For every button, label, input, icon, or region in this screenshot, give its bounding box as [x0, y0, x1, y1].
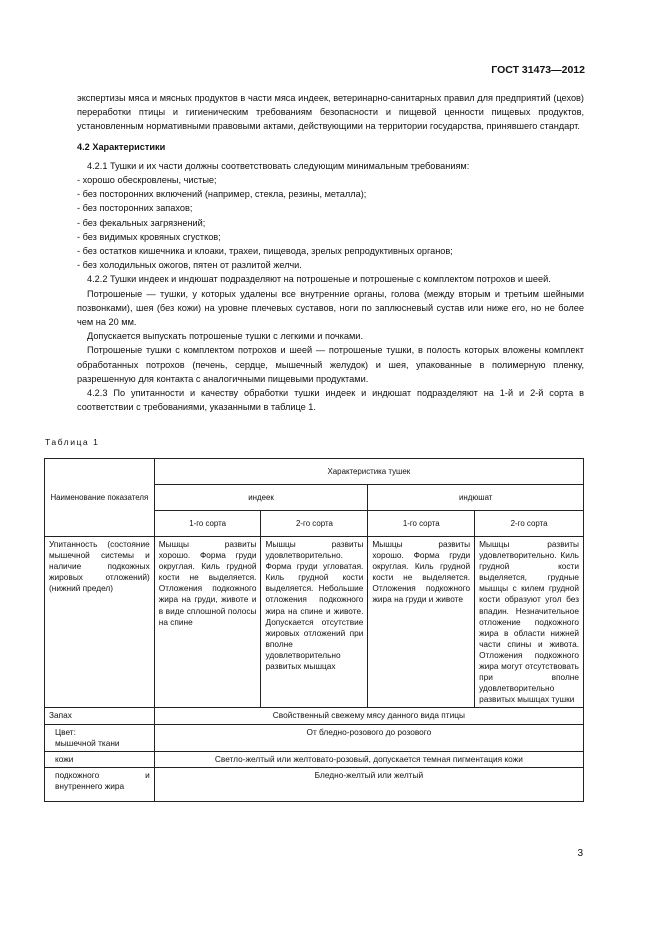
- cell-smell-label: Запах: [45, 708, 155, 724]
- header-turkeys-grade-2: 2-го сорта: [261, 511, 368, 537]
- header-poults: индюшат: [368, 485, 584, 511]
- cell-fatness-poult-grade-1: Мышцы развиты хорошо. Форма груди округлая. Киль грудной кости не выделяется. Отложения подкожного жира на груди и животе: [368, 537, 475, 708]
- quality-table: [44, 458, 584, 802]
- table-row-color-fat: [45, 767, 584, 801]
- header-turkeys: индеек: [154, 485, 368, 511]
- requirement-item: - хорошо обескровлены, чистые;: [77, 175, 217, 186]
- requirement-item: - без остатков кишечника и клоаки, трахеи, пищевода, зрелых репродуктивных органов;: [77, 246, 453, 257]
- cell-muscle-value: От бледно-розового до розового: [154, 724, 583, 751]
- paragraph-allowed: Допускается выпускать потрошеные тушки с легкими и почками.: [87, 331, 363, 342]
- cell-skin-value: Светло-желтый или желтовато-розовый, допускается темная пигментация кожи: [154, 751, 583, 767]
- paragraph-4-2-2: 4.2.2 Тушки индеек и индюшат подразделяют на потрошеные и потрошеные с комплектом потрохов и шеей.: [87, 274, 551, 285]
- intro-paragraph: экспертизы мяса и мясных продуктов в части мяса индеек, ветеринарно-санитарных правил для предприятий (цехов) переработки птицы и гигиеническим требованиям безопасности и пищевой ценности пищевых продуктов, установленным нормативными правовыми актами, действующими на территории государства, принявшего стандарт.: [77, 93, 584, 132]
- cell-skin-label: кожи: [45, 751, 155, 767]
- cell-fatness-label: Упитанность (состояние мышечной системы и наличие подкожных жировых отложений) (нижний предел): [45, 537, 155, 708]
- cell-fatness-turkey-grade-2: Мышцы развиты удовлетворительно. Форма груди угловатая. Киль грудной кости выделяется. Небольшие отложения подкожного жира на спине и животе. Допускается отсутствие жировых отложений при вполне удовлетворительно развитых мышцах: [261, 537, 368, 708]
- page-number: 3: [577, 848, 583, 859]
- paragraph-4-2-1: 4.2.1 Тушки и их части должны соответствовать следующим минимальным требованиям:: [87, 160, 470, 171]
- header-indicator-name: Наименование показателя: [45, 459, 155, 537]
- table-caption: Таблица 1: [45, 437, 100, 447]
- requirement-item: - без фекальных загрязнений;: [77, 217, 206, 228]
- cell-fat-value: Бледно-желтый или желтый: [154, 767, 583, 801]
- header-turkeys-grade-1: 1-го сорта: [154, 511, 261, 537]
- table-row-color-skin: [45, 751, 584, 767]
- requirement-item: - без холодильных ожогов, пятен от разлитой желчи.: [77, 260, 302, 271]
- paragraph-gutted-definition: Потрошеные — тушки, у которых удалены все внутренние органы, голова (между вторым и третьим шейными позвонками), шея (без кожи) на уровне плечевых суставов, ноги по заплюсневый сустав или ниже его, но не более чем на 20 мм.: [77, 288, 584, 328]
- document-body: [77, 91, 584, 414]
- cell-fat-label: подкожного и внутреннего жира: [45, 767, 155, 801]
- table-row-fatness: [45, 537, 584, 708]
- requirement-item: - без посторонних запахов;: [77, 203, 193, 214]
- header-poults-grade-1: 1-го сорта: [368, 511, 475, 537]
- requirement-item: - без видимых кровяных сгустков;: [77, 231, 221, 242]
- table-row-smell: [45, 708, 584, 724]
- header-poults-grade-2: 2-го сорта: [475, 511, 584, 537]
- paragraph-4-2-3: 4.2.3 По упитанности и качеству обработки тушки индеек и индюшат подразделяют на 1-й и 2-й сорта в соответствии с требованиями, указанными в таблице 1.: [77, 388, 584, 413]
- cell-fatness-turkey-grade-1: Мышцы развиты хорошо. Форма груди округлая. Киль грудной кости не выделяется. Отложения подкожного жира на груди, животе и в виде сплошной полосы на спине: [154, 537, 261, 708]
- requirement-item: - без посторонних включений (например, стекла, резины, металла);: [77, 189, 367, 200]
- section-title: 4.2 Характеристики: [77, 141, 166, 152]
- cell-muscle-label: мышечной ткани: [55, 737, 120, 748]
- cell-fatness-poult-grade-2: Мышцы развиты удовлетворительно. Киль грудной кости выделяется, грудные мышцы с килем грудной кости образуют угол без впадин. Незначительное отложение подкожного жира в области нижней части спины и живота. Отложения подкожного жира могут отсутствовать при вполне удовлетворительно развитых мышцах тушки: [475, 537, 584, 708]
- standard-header: ГОСТ 31473—2012: [491, 64, 585, 76]
- paragraph-with-giblets: Потрошеные тушки с комплектом потрохов и шеей — потрошеные тушки, в полость которых вложены комплект обработанных потрохов (печень, сердце, мышечный желудок) и шея, упакованные в полимерную пленку, разрешенную для контакта с аналогичными пищевыми продуктами.: [77, 345, 584, 384]
- cell-color-label: Цвет:: [55, 726, 76, 737]
- table-row-color-muscle: [45, 724, 584, 751]
- cell-smell-value: Свойственный свежему мясу данного вида птицы: [154, 708, 583, 724]
- header-carcass-characteristics: Характеристика тушек: [154, 459, 583, 485]
